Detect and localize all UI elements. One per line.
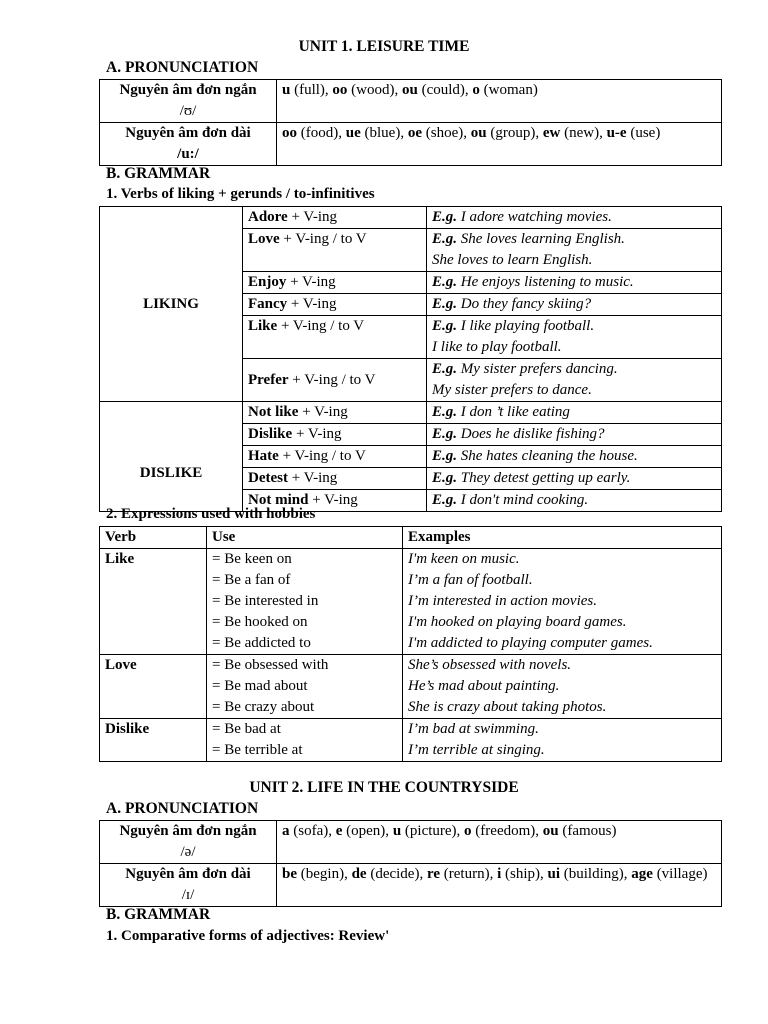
column-header-examples: Examples [403,527,722,549]
liking-label: LIKING [100,207,243,402]
table-row [100,207,722,229]
example-cell: E.g. Does he dislike fishing? [427,424,722,446]
table-row [100,402,722,424]
expr-examples: I’m bad at swimming. I’m terrible at singing. [403,719,722,762]
pron-head: Nguyên âm đơn ngắn /ə/ [100,821,277,864]
expr-uses: = Be keen on = Be a fan of = Be interested in = Be hooked on = Be addicted to [207,549,403,655]
expr-examples: I'm keen on music. I’m a fan of football. I’m interested in action movies. I'm hooked on playing board games. I'm addicted to playing computer games. [403,549,722,655]
expr-verb: Love [100,655,207,719]
example-cell: E.g. She loves learning English. She loves to learn English. [427,229,722,272]
unit1-title: UNIT 1. LEISURE TIME [298,38,470,55]
expressions-table [99,526,722,762]
example-cell: E.g. I like playing football. I like to play football. [427,316,722,359]
example-cell: E.g. She hates cleaning the house. [427,446,722,468]
verb-cell: Adore + V-ing [243,207,427,229]
column-header-use: Use [207,527,403,549]
expr-uses: = Be bad at = Be terrible at [207,719,403,762]
table-row [100,719,722,762]
column-header-verb: Verb [100,527,207,549]
verbs-of-liking-table [99,206,722,512]
unit1-section-b: B. GRAMMAR [106,165,211,182]
example-cell: E.g. They detest getting up early. [427,468,722,490]
unit2-section-b: B. GRAMMAR [106,906,211,923]
example-cell: E.g. I don't mind cooking. [427,490,722,512]
verb-cell: Love + V-ing / to V [243,229,427,272]
unit1-grammar-1-title: 1. Verbs of liking + gerunds / to-infinitives [106,186,375,202]
pron-items: be (begin), de (decide), re (return), i (ship), ui (building), age (village) [277,864,722,907]
unit2-section-a: A. PRONUNCIATION [106,800,259,817]
unit2-pronunciation-table [99,820,722,907]
verb-cell: Not mind + V-ing [243,490,427,512]
pron-row [100,864,722,907]
pron-row [100,123,722,166]
pron-head: Nguyên âm đơn ngắn /ʊ/ [100,80,277,123]
verb-cell: Detest + V-ing [243,468,427,490]
example-cell: E.g. I don ’t like eating [427,402,722,424]
example-cell: E.g. I adore watching movies. [427,207,722,229]
verb-cell: Fancy + V-ing [243,294,427,316]
unit1-section-a: A. PRONUNCIATION [106,59,259,76]
verb-cell: Prefer + V-ing / to V [243,359,427,402]
table-header-row [100,527,722,549]
verb-cell: Like + V-ing / to V [243,316,427,359]
verb-cell: Hate + V-ing / to V [243,446,427,468]
unit2-title: UNIT 2. LIFE IN THE COUNTRYSIDE [249,779,519,796]
unit2-grammar-1-title: 1. Comparative forms of adjectives: Review' [106,928,390,944]
table-row [100,549,722,655]
table-row [100,655,722,719]
example-cell: E.g. Do they fancy skiing? [427,294,722,316]
pron-items: a (sofa), e (open), u (picture), o (freedom), ou (famous) [277,821,722,864]
example-cell: E.g. He enjoys listening to music. [427,272,722,294]
verb-cell: Dislike + V-ing [243,424,427,446]
unit1-grammar-2-title: 2. Expressions used with hobbies [106,506,316,522]
pron-row [100,821,722,864]
expr-examples: She’s obsessed with novels. He’s mad about painting. She is crazy about taking photos. [403,655,722,719]
pron-row [100,80,722,123]
example-cell: E.g. My sister prefers dancing. My sister prefers to dance. [427,359,722,402]
pron-head: Nguyên âm đơn dài /ɪ/ [100,864,277,907]
dislike-label: DISLIKE [100,402,243,512]
pron-items: oo (food), ue (blue), oe (shoe), ou (group), ew (new), u-e (use) [277,123,722,166]
expr-verb: Like [100,549,207,655]
unit1-pronunciation-table [99,79,722,166]
verb-cell: Not like + V-ing [243,402,427,424]
verb-cell: Enjoy + V-ing [243,272,427,294]
pron-head: Nguyên âm đơn dài /u:/ [100,123,277,166]
expr-verb: Dislike [100,719,207,762]
expr-uses: = Be obsessed with = Be mad about = Be crazy about [207,655,403,719]
pron-items: u (full), oo (wood), ou (could), o (woman) [277,80,722,123]
